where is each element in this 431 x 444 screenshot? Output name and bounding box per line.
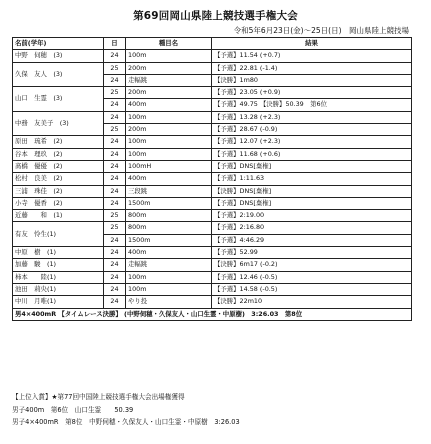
table-row (13, 185, 412, 197)
day-cell: 24 (104, 173, 126, 185)
result-cell: 【決勝】22m10 (212, 296, 412, 308)
table-row (13, 197, 412, 209)
result-cell: 【予選】2:16.80 (212, 222, 412, 234)
athlete-name: 中務 友美子 (3) (13, 111, 104, 136)
day-cell: 24 (104, 99, 126, 111)
note-line: 男子400m 第6位 山口生霊 50.39 (12, 405, 134, 414)
table-row (13, 136, 412, 148)
day-cell: 24 (104, 296, 126, 308)
day-cell: 24 (104, 50, 126, 62)
result-cell: 【予選】DNS[棄権] (212, 197, 412, 209)
event-cell: 100m (126, 271, 212, 283)
day-cell: 24 (104, 234, 126, 246)
table-row (13, 111, 412, 123)
athlete-name: 中川 月唯(1) (13, 296, 104, 308)
athlete-name: 有友 怜生(1) (13, 222, 104, 247)
table-header-row (13, 38, 412, 50)
day-cell: 24 (104, 160, 126, 172)
athlete-name: 髙橋 優優 (2) (13, 160, 104, 172)
table-row (13, 148, 412, 160)
result-cell: 【予選】14.58 (-0.5) (212, 283, 412, 295)
table-row (13, 160, 412, 172)
result-cell: 【予選】DNS[棄権] (212, 160, 412, 172)
event-cell: 1500m (126, 234, 212, 246)
result-cell: 【予選】28.67 (-0.9) (212, 124, 412, 136)
notes-heading: 【上位入賞】★第77回中国陸上競技選手権大会出場権獲得 (12, 393, 185, 401)
result-cell: 【予選】23.05 (+0.9) (212, 87, 412, 99)
relay-row (13, 308, 412, 320)
results-table (12, 37, 412, 321)
result-cell: 【予選】11.68 (+0.6) (212, 148, 412, 160)
athlete-name: 原田 琉希 (2) (13, 136, 104, 148)
event-cell: 200m (126, 87, 212, 99)
result-cell: 【予選】12.46 (-0.5) (212, 271, 412, 283)
table-row (13, 210, 412, 222)
event-cell: 400m (126, 247, 212, 259)
header-name: 名前(学年) (13, 38, 104, 50)
header-event: 種目名 (126, 38, 212, 50)
athlete-name: 中原 樹 (1) (13, 247, 104, 259)
event-cell: 200m (126, 62, 212, 74)
event-cell: 走幅跳 (126, 259, 212, 271)
result-cell: 【予選】1:11.63 (212, 173, 412, 185)
day-cell: 25 (104, 210, 126, 222)
table-row (13, 173, 412, 185)
note-line: 男子4×400mR 第8位 中野伺穂・久保友人・山口生霊・中原樹 3:26.03 (12, 418, 240, 426)
event-cell: 走幅跳 (126, 74, 212, 86)
result-cell: 【予選】49.75 【決勝】50.39 第6位 (212, 99, 412, 111)
event-cell: 100m (126, 50, 212, 62)
relay-result: 男4×400mR 【タイムレース決勝】 (中野伺穂・久保友人・山口生霊・中原樹) 3:26.03 第8位 (13, 308, 412, 320)
day-cell: 24 (104, 283, 126, 295)
athlete-name: 谷本 理玖 (2) (13, 148, 104, 160)
table-row (13, 62, 412, 74)
notes-section (12, 391, 417, 429)
table-row (13, 50, 412, 62)
day-cell: 24 (104, 111, 126, 123)
event-cell: 100m (126, 283, 212, 295)
athlete-name: 池田 莉央(1) (13, 283, 104, 295)
athlete-name: 久保 友人 (3) (13, 62, 104, 87)
athlete-name: 近藤 和 (1) (13, 210, 104, 222)
event-cell: 400m (126, 173, 212, 185)
day-cell: 24 (104, 271, 126, 283)
result-cell: 【予選】11.54 (+0.7) (212, 50, 412, 62)
document-subtitle: 令和5年6月23日(金)～25日(日) 岡山県陸上競技場 (233, 26, 409, 35)
day-cell: 24 (104, 197, 126, 209)
athlete-name: 三浦 珠佳 (2) (13, 185, 104, 197)
event-cell: 100m (126, 111, 212, 123)
day-cell: 25 (104, 62, 126, 74)
day-cell: 25 (104, 124, 126, 136)
day-cell: 24 (104, 148, 126, 160)
table-row (13, 296, 412, 308)
result-cell: 【決勝】6m17 (-0.2) (212, 259, 412, 271)
table-row (13, 259, 412, 271)
day-cell: 25 (104, 222, 126, 234)
header-day: 日 (104, 38, 126, 50)
day-cell: 24 (104, 74, 126, 86)
result-cell: 【予選】13.28 (+2.3) (212, 111, 412, 123)
table-row (13, 247, 412, 259)
day-cell: 24 (104, 185, 126, 197)
table-row (13, 222, 412, 234)
table-row (13, 87, 412, 99)
event-cell: 三段跳 (126, 185, 212, 197)
day-cell: 24 (104, 259, 126, 271)
event-cell: 1500m (126, 197, 212, 209)
result-cell: 【決勝】1m80 (212, 74, 412, 86)
event-cell: 100mH (126, 160, 212, 172)
header-result: 結果 (212, 38, 412, 50)
event-cell: 200m (126, 124, 212, 136)
athlete-name: 小寺 優香 (2) (13, 197, 104, 209)
event-cell: 100m (126, 148, 212, 160)
event-cell: 400m (126, 99, 212, 111)
athlete-name: 松村 良美 (2) (13, 173, 104, 185)
result-cell: 【予選】22.81 (-1.4) (212, 62, 412, 74)
event-cell: やり投 (126, 296, 212, 308)
document-title: 第69回岡山県陸上競技選手権大会 (133, 10, 298, 22)
day-cell: 24 (104, 136, 126, 148)
event-cell: 800m (126, 210, 212, 222)
athlete-name: 中野 伺穂 (3) (13, 50, 104, 62)
result-cell: 【予選】2:19.00 (212, 210, 412, 222)
table-row (13, 283, 412, 295)
result-cell: 【決勝】DNS[棄権] (212, 185, 412, 197)
event-cell: 800m (126, 222, 212, 234)
table-body (13, 50, 412, 321)
athlete-name: 加藤 駿 (1) (13, 259, 104, 271)
result-cell: 【予選】52.99 (212, 247, 412, 259)
result-cell: 【予選】4:46.29 (212, 234, 412, 246)
day-cell: 24 (104, 247, 126, 259)
athlete-name: 柿本 陸(1) (13, 271, 104, 283)
day-cell: 25 (104, 87, 126, 99)
event-cell: 100m (126, 136, 212, 148)
result-cell: 【予選】12.07 (+2.3) (212, 136, 412, 148)
table-row (13, 271, 412, 283)
athlete-name: 山口 生霊 (3) (13, 87, 104, 112)
